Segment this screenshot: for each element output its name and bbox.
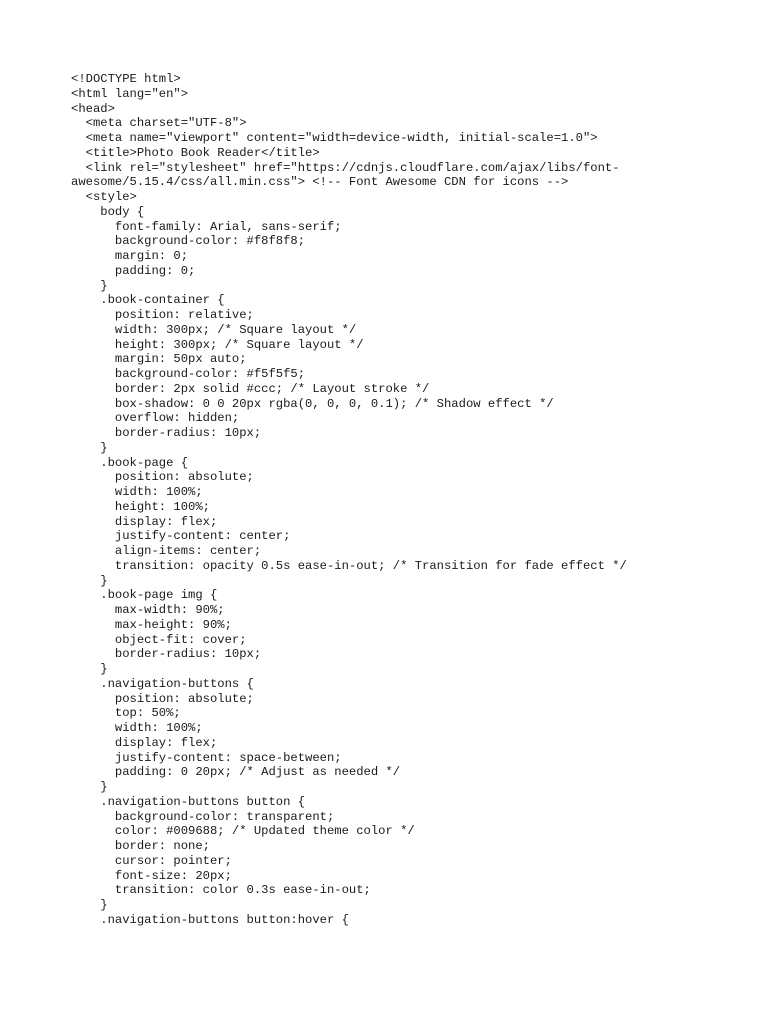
code-line: height: 100%; [71, 499, 210, 514]
code-line: <!DOCTYPE html> [71, 72, 181, 86]
code-line: transition: color 0.3s ease-in-out; [71, 883, 371, 898]
code-line: cursor: pointer; [71, 853, 232, 868]
code-line: body { [71, 204, 145, 219]
code-line: font-size: 20px; [71, 868, 232, 883]
code-line: } [71, 662, 108, 676]
code-line: awesome/5.15.4/css/all.min.css"> <!-- Font Awesome CDN for icons --> [71, 175, 569, 190]
code-line: width: 100%; [71, 485, 203, 499]
code-line: <link rel="stylesheet" href="https://cdnjs.cloudflare.com/ajax/libs/font- [71, 160, 620, 175]
code-line: .book-page { [71, 455, 189, 470]
code-line: border-radius: 10px; [71, 647, 262, 662]
code-line: padding: 0; [71, 263, 196, 278]
code-line: border: none; [71, 839, 210, 853]
code-line: padding: 0 20px; /* Adjust as needed */ [71, 765, 401, 780]
code-line: top: 50%; [71, 706, 181, 721]
code-line: } [71, 278, 108, 293]
code-line: align-items: center; [71, 544, 262, 558]
code-line: display: flex; [71, 514, 218, 529]
code-line: font-family: Arial, sans-serif; [71, 219, 342, 234]
code-line: max-height: 90%; [71, 617, 232, 632]
code-listing [71, 72, 751, 928]
code-line: margin: 50px auto; [71, 352, 247, 367]
code-line: transition: opacity 0.5s ease-in-out; /* Transition for fade effect */ [71, 558, 627, 573]
code-line: box-shadow: 0 0 20px rgba(0, 0, 0, 0.1); /* Shadow effect */ [71, 396, 554, 411]
code-line: } [71, 898, 108, 912]
code-line: <html lang="en"> [71, 86, 189, 101]
code-line: color: #009688; /* Updated theme color */ [71, 824, 415, 839]
code-line: <style> [71, 190, 137, 204]
code-line: <meta charset="UTF-8"> [71, 116, 247, 131]
code-line: .navigation-buttons button { [71, 794, 306, 809]
code-line: .book-container { [71, 293, 225, 308]
code-line: position: relative; [71, 308, 254, 322]
code-line: } [71, 573, 108, 588]
code-line: position: absolute; [71, 470, 254, 485]
code-line: background-color: #f8f8f8; [71, 234, 306, 249]
code-line: max-width: 90%; [71, 603, 225, 617]
code-line: border: 2px solid #ccc; /* Layout stroke */ [71, 381, 430, 396]
code-line: object-fit: cover; [71, 632, 247, 647]
code-line: } [71, 780, 108, 794]
code-line: overflow: hidden; [71, 411, 240, 426]
code-line: .book-page img { [71, 588, 218, 603]
code-line: .navigation-buttons button:hover { [71, 912, 349, 927]
code-line: <meta name="viewport" content="width=device-width, initial-scale=1.0"> [71, 131, 598, 145]
code-line: width: 100%; [71, 721, 203, 735]
code-line: background-color: transparent; [71, 809, 335, 824]
code-line: width: 300px; /* Square layout */ [71, 322, 357, 337]
code-line: border-radius: 10px; [71, 426, 262, 440]
code-line: justify-content: space-between; [71, 750, 342, 765]
code-line: background-color: #f5f5f5; [71, 367, 306, 381]
code-line: <head> [71, 101, 115, 116]
code-line: <title>Photo Book Reader</title> [71, 145, 320, 160]
code-line: position: absolute; [71, 691, 254, 706]
code-line: margin: 0; [71, 249, 189, 263]
code-line: justify-content: center; [71, 529, 291, 544]
code-line: .navigation-buttons { [71, 676, 254, 691]
code-line: height: 300px; /* Square layout */ [71, 337, 364, 352]
code-line: } [71, 440, 108, 455]
code-line: display: flex; [71, 735, 218, 750]
